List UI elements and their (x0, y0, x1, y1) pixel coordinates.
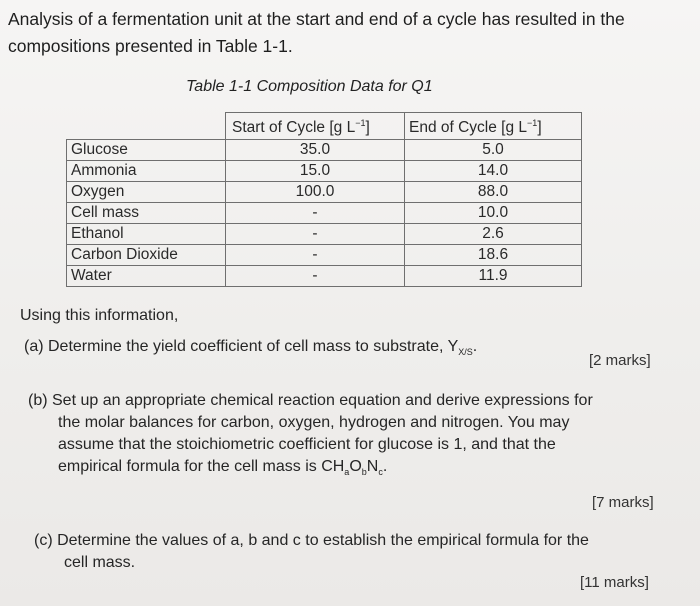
row-end-value: 18.6 (405, 245, 582, 266)
row-name: Glucose (67, 140, 226, 161)
question-a-marks: [2 marks] (589, 352, 651, 369)
table-row (67, 245, 582, 266)
table-row (67, 161, 582, 182)
table-row (67, 203, 582, 224)
row-name: Ethanol (67, 224, 226, 245)
row-start-value: 15.0 (226, 161, 405, 182)
row-name: Ammonia (67, 161, 226, 182)
row-start-value: - (226, 224, 405, 245)
row-end-value: 11.9 (405, 266, 582, 287)
row-name: Cell mass (67, 203, 226, 224)
row-name: Carbon Dioxide (67, 245, 226, 266)
question-b-marks: [7 marks] (592, 494, 654, 511)
table-row (67, 182, 582, 203)
using-information-text: Using this information, (20, 307, 179, 324)
table-row (67, 266, 582, 287)
header-end-of-cycle: End of Cycle [g $L^{-1}$] (405, 113, 582, 140)
table-header-row (67, 113, 582, 140)
header-blank (67, 113, 226, 140)
composition-table (66, 112, 582, 287)
row-start-value: 100.0 (226, 182, 405, 203)
row-start-value: - (226, 203, 405, 224)
row-end-value: 5.0 (405, 140, 582, 161)
header-start-of-cycle: Start of Cycle [g $L^{-1}$] (226, 113, 405, 140)
question-c: (c) Determine the values of a, b and c to establish the empirical formula for the cell mass. (34, 532, 589, 571)
table-caption: Table 1-1 Composition Data for Q1 (186, 78, 433, 95)
row-end-value: 88.0 (405, 182, 582, 203)
question-b: (b) Set up an appropriate chemical reaction equation and derive expressions for the molar balances for carbon, oxygen, hydrogen and nitrogen. You may assume that the stoichiometric coefficient for glucose is 1, and that the empirical formula for the cell mass is $CH_aO_bN_c$. (28, 392, 593, 478)
intro-paragraph: Analysis of a fermentation unit at the start and end of a cycle has resulted in the compositions presented in Table 1-1. (8, 9, 625, 56)
row-end-value: 10.0 (405, 203, 582, 224)
row-name: Oxygen (67, 182, 226, 203)
row-start-value: - (226, 266, 405, 287)
table-row (67, 224, 582, 245)
row-end-value: 14.0 (405, 161, 582, 182)
question-c-marks: [11 marks] (580, 574, 649, 591)
row-name: Water (67, 266, 226, 287)
table-row (67, 140, 582, 161)
row-start-value: - (226, 245, 405, 266)
question-a: (a) Determine the yield coefficient of cell mass to substrate, $Y_{X/S}$. (24, 338, 478, 358)
row-start-value: 35.0 (226, 140, 405, 161)
row-end-value: 2.6 (405, 224, 582, 245)
